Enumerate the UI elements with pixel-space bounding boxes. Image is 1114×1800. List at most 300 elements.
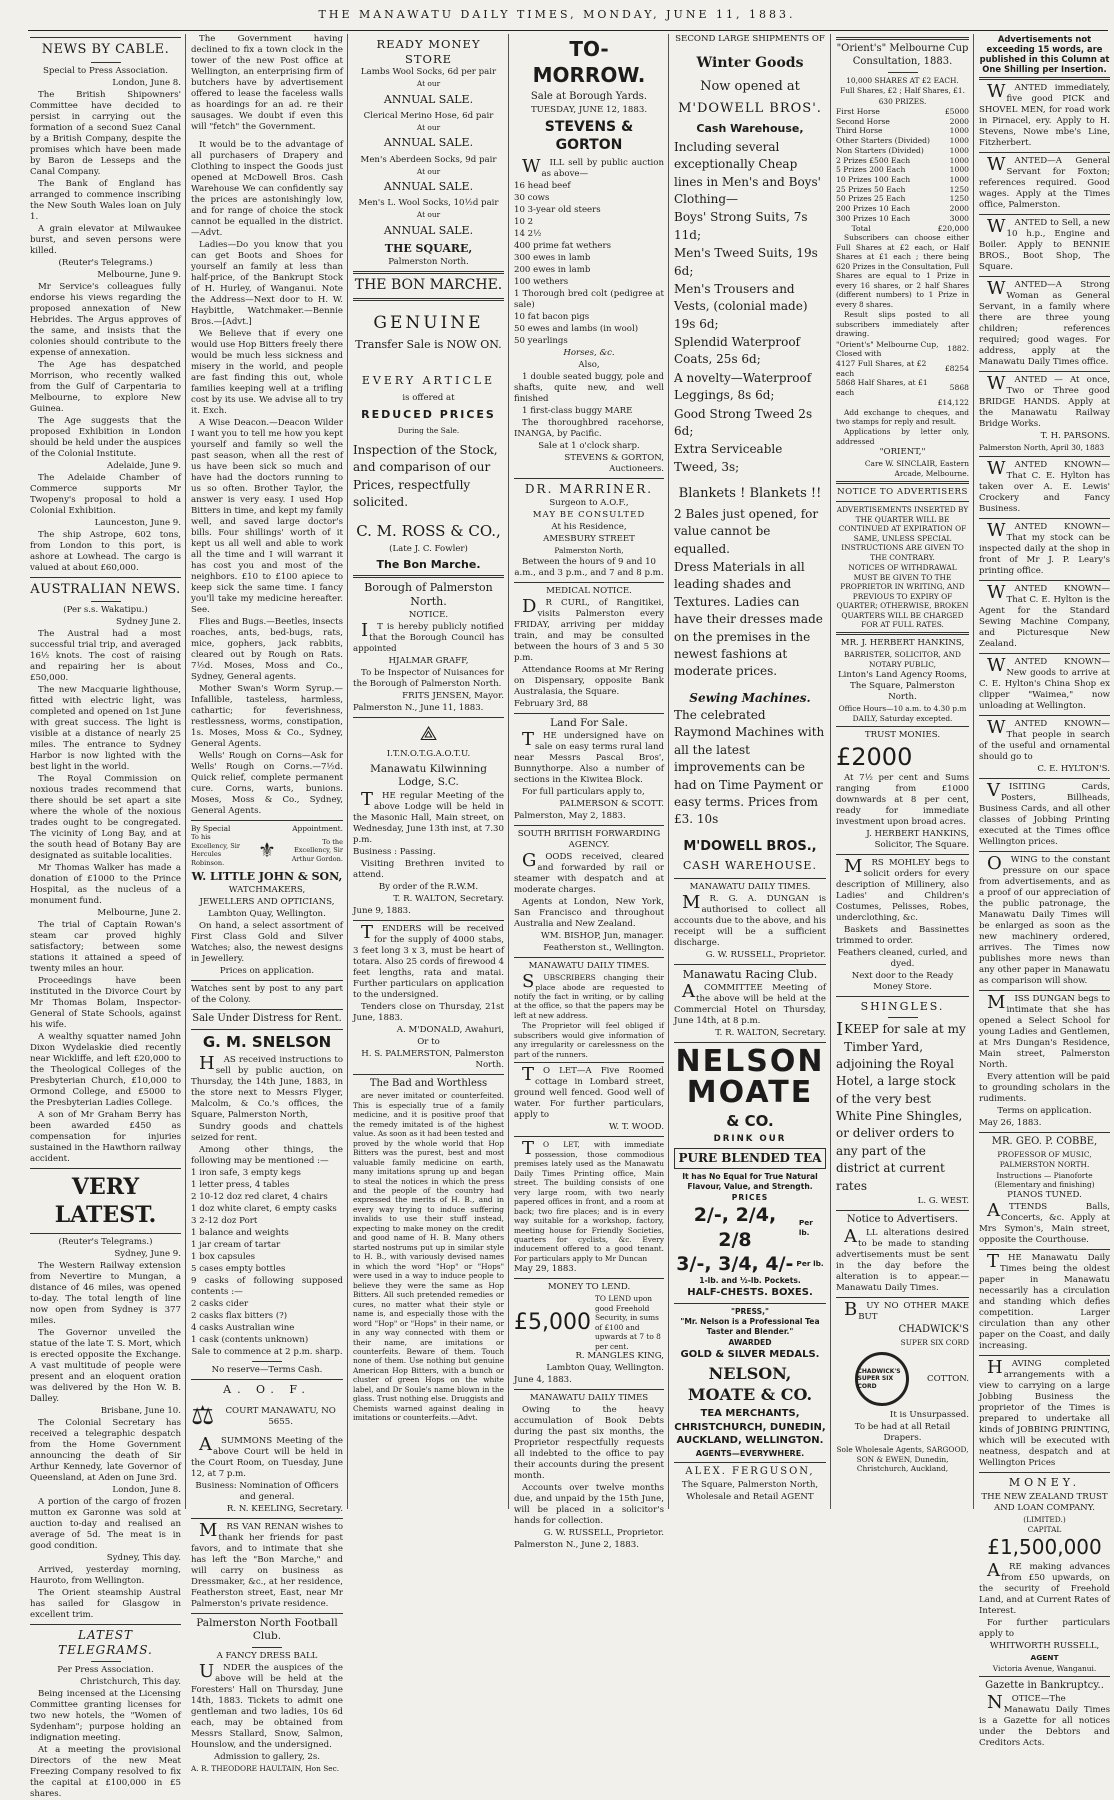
rule [979, 152, 1110, 153]
line: ALEX. FERGUSON, [685, 1466, 815, 1477]
heading-notice-to-advertisers: Notice to Advertisers. [846, 1214, 959, 1226]
column-rule [185, 34, 186, 1509]
dateline: Melbourne, June 2. [97, 908, 181, 919]
line: To be had at all Retail Drapers. [854, 1422, 951, 1444]
line: NOTICE. [408, 610, 449, 621]
price-line-1: 2/-, 2/4, 2/8 [693, 1204, 777, 1251]
list-item: 50 yearlings [514, 335, 568, 346]
list-item: Extra Serviceable Tweed, 3s; [674, 442, 783, 474]
paragraph: ASUMMONS Meeting of the above Court will be held in the Court Room, on Tuesday, June 12, at 7 p.m. [191, 1433, 343, 1479]
rule [30, 577, 181, 578]
heading-tomorrow: TO-MORROW. [532, 37, 646, 87]
line: 630 PRIZES. [878, 96, 927, 106]
heading-mcdowell-bros: M'DOWELL BROS., [683, 838, 817, 854]
table-row [836, 194, 969, 204]
heading-money-to-lend: MONEY TO LEND. [547, 1282, 631, 1293]
line: The Square, Palmerston North, [681, 1479, 819, 1490]
paragraph: The trial of Captain Rowan's steam car proved highly satisfactory; between some stations it attained a speed of twenty miles an hour. [30, 920, 181, 975]
heading-cobbe: MR. GEO. P. COBBE, [991, 1135, 1098, 1147]
heading-ready-money-store: READY MONEY STORE [376, 37, 481, 66]
paragraph: At 7½ per cent and Sums ranging from £1000 downwards at 8 per cent, ready for immediate investment upon broad acres. [836, 773, 969, 828]
rule [191, 1009, 343, 1010]
paragraph: A grain elevator at Milwaukee burst, and seven persons were killed. [30, 223, 181, 256]
paragraph: WANTED KNOWN—That my stock can be inspected daily at the shop in front of Mr J. P. Leary's printing office. [979, 519, 1110, 576]
line: Palmerston North, [554, 546, 624, 556]
line: PIANOS TUNED. [1007, 1190, 1082, 1201]
dateline: Adelaide, June 9. [107, 460, 181, 471]
line: (Late J. C. Fowler) [389, 543, 468, 554]
heading-genuine: GENUINE [373, 312, 484, 333]
paragraph: WILL sell by public auction as above— [522, 155, 664, 179]
sale-items-list [191, 1168, 343, 1346]
rule [353, 1074, 504, 1075]
paragraph: Flies and Bugs.—Beetles, insects roaches, ants, bed-bugs, rats, mice, gophers, jack rabbits, cleared out by Rough on Rats. 7½d. Moses, Moss and Co., Sydney, General agents. [191, 617, 343, 682]
heading-very-latest: VERY LATEST. [54, 1174, 157, 1229]
heading-trust-monies: TRUST MONIES. [864, 730, 941, 741]
signature: T. R. WALTON, Secretary. [393, 893, 504, 904]
paragraph: Baskets and Bassinettes trimmed to order. [836, 925, 969, 947]
line: Terms on application. [997, 1105, 1092, 1116]
list-item: Clerical Merino Hose, 6d pair [363, 110, 494, 121]
column-ads-7 [975, 34, 1114, 1748]
heading-mdt: MANAWATU DAILY TIMES. [528, 961, 650, 972]
paragraph: 1 first-class buggy MARE [522, 405, 633, 416]
annual-sale: ANNUAL SALE. [383, 180, 474, 193]
list-item: 1 iron safe, 3 empty kegs [191, 1168, 301, 1179]
paragraph: WANTED immediately, five good PICK and SHOVEL MEN, for road work in Pirnacel, ery. Apply to H. Stevens, Nowe mbe's Line, Fitzherbert. [979, 81, 1110, 149]
table-cell: 1000 [949, 165, 969, 175]
cup-table [836, 340, 969, 398]
stock-items-list [514, 181, 664, 347]
heading-mdt: MANAWATU DAILY TIMES. [689, 881, 811, 892]
dateline: (Reuter's Telegrams.) [58, 1236, 153, 1247]
sock-items-list [353, 67, 504, 237]
heading-sale-under-distress: Sale Under Distress for Rent. [192, 1013, 342, 1025]
annual-sale: ANNUAL SALE. [383, 92, 474, 106]
paragraph: Feathers cleaned, curled, and dyed. [837, 948, 968, 970]
paragraph: UNDER the auspices of the above will be held at the Foresters' Hall on Thursday, June 14th, 1883. Tickets to admit one gentleman and two ladies, 10s 6d each, may be obtained from Messrs Stallard, Snow, Salmon, Hounslow, and the undersigned. [191, 1660, 343, 1750]
column-rule [830, 34, 831, 1509]
masonic-emblem-icon: ⟁ [419, 721, 438, 746]
paragraph: Arrived, yesterday morning, Hauroto, from Wellington. [30, 1564, 181, 1586]
signature: C. E. HYLTON'S. [1037, 763, 1110, 774]
rule [979, 778, 1110, 779]
table-row [836, 156, 969, 166]
paragraph: MRS MOHLEY begs to solicit orders for every description of Millinery, also Ladies' and Children's Costumes, Pelisses, Robes, underclothing, &c. [836, 856, 969, 924]
rule [353, 717, 504, 718]
to-the: To the Excellency, Sir Arthur Gordon. [291, 837, 343, 863]
paragraph: ACOMMITTEE Meeting of the above will be held at the Commercial Hotel on Thursday, June 14th, at 8 p.m. [674, 980, 826, 1026]
total-value: £20,000 [937, 223, 969, 233]
heading-snelson: G. M. SNELSON [202, 1033, 332, 1052]
line: PRICES [731, 1192, 769, 1202]
paragraph: Result slips posted to all subscribers immediately after drawing. [836, 310, 969, 339]
line: I.T.N.O.T.G.A.O.T.U. [386, 748, 471, 759]
line: By order of the R.W.M. [378, 881, 479, 892]
paragraph: ADVERTISEMENTS INSERTED BY THE QUARTER WILL BE CONTINUED AT EXPIRATION OF SAME, UNLESS SPECIAL INSTRUCTIONS ARE GIVEN TO THE CONTRARY. [836, 505, 969, 562]
rule [30, 37, 181, 38]
paragraph: The Orient steamship Austral has sailed for Glasgow in excellent trim. [30, 1587, 181, 1620]
list-item: 4 casks Australian wine [191, 1323, 295, 1334]
rule [979, 715, 1110, 716]
rule [514, 1136, 664, 1137]
paragraph: A portion of the cargo of frozen mutton ex Garonne was sold at auction to-day and realised an average of 5d. The meat is in good condition. [30, 1496, 181, 1551]
line: CAPITAL [1027, 1525, 1062, 1534]
rule [979, 1472, 1110, 1473]
list-item: 1 jar cream of tartar [191, 1240, 281, 1251]
table-cell: First Horse [836, 107, 880, 116]
line: EVERY ARTICLE [361, 374, 496, 388]
column-rule [347, 34, 348, 1509]
heading-borough: Borough of Palmerston North. [364, 580, 493, 608]
rule [191, 1379, 343, 1380]
rule [979, 1132, 1110, 1133]
heading-marriner: DR. MARRINER. [524, 481, 654, 496]
paragraph: OWING to the constant pressure on our space from advertisements, and as a proof of our appreciation of the public patronage, the Manawatu Daily Times will be enlarged as soon as the new machinery ordered, arrives. The Times now publishes more news than any other paper in Manawatu as comparison will show. [979, 852, 1110, 986]
paragraph: We Believe that if every one would use Hop Bitters freely there would be much less sickness and misery in the world, and people are fast finding this out, whole families keeping well at a trifling cost by its use. We advise all to try it. Exch. [191, 329, 343, 416]
at-our: At our [416, 79, 441, 89]
line: AGENTS—EVERYWHERE. [695, 1448, 805, 1458]
paragraph: MISS DUNGAN begs to intimate that she has opened a Select School for young Ladies and Gentlemen, at Mrs Dungan's Residence, Main street, Palmerston North. [979, 991, 1110, 1070]
list-item: 14 2½ [514, 228, 542, 239]
table-cell: 5 Prizes 200 Each [836, 165, 906, 175]
rule [514, 713, 664, 714]
trust-row [836, 742, 969, 773]
line: JEWELLERS AND OPTICIANS, [199, 897, 335, 908]
line: BARRISTER, SOLICITOR, AND NOTARY PUBLIC, [844, 650, 961, 669]
line: Sale to commence at 2 p.m. sharp. [191, 1347, 343, 1358]
rule [979, 990, 1110, 991]
rule [836, 632, 969, 635]
paragraph: A son of Mr Graham Berry has been awarded £450 as compensation for injuries sustained in the Hawthorn railway accident. [30, 1110, 181, 1165]
rule [674, 1462, 826, 1463]
paragraph: IKEEP for sale at my Timber Yard, adjoining the Royal Hotel, a large stock of the very best White Pine Shingles, or deliver orders to any part of the district at current rates [836, 1019, 966, 1193]
list-item: 200 ewes in lamb [514, 264, 591, 275]
rule [514, 1389, 664, 1390]
heading-the-square: THE SQUARE, [384, 241, 473, 255]
prize-table [836, 107, 969, 224]
paragraph: WANTED — At once, Two or Three good BRIDGE HANDS. Apply at the Manawatu Railway Bridge Works. [979, 373, 1110, 430]
line: Sale at Borough Yards. [530, 91, 648, 103]
loan-terms: TO LEND upon good Freehold Security, in sums of £100 and upwards at 7 to 8 per cent. [594, 1294, 661, 1351]
signature: PALMERSON & SCOTT. [559, 799, 664, 810]
dateline: Brisbane, June 10. [100, 1405, 181, 1416]
line: THE NEW ZEALAND TRUST AND LOAN COMPANY. [981, 1491, 1108, 1513]
paragraph: NOTICES OF WITHDRAWAL MUST BE GIVEN TO THE PROPRIETOR IN WRITING, AND PREVIOUS TO EXPIRY OF QUARTER; OTHERWISE, BROKEN QUARTERS WILL BE CHARGED FOR AT FULL RATES. [836, 563, 969, 629]
rule [836, 37, 969, 40]
paragraph: Tenders close on Thursday, 21st June, 1883. [353, 1001, 504, 1023]
line: Horses, &c. [563, 347, 615, 358]
line: Lambton Quay, Wellington. [208, 909, 326, 920]
date: Palmerston North, April 30, 1883 [979, 443, 1105, 453]
paragraph: The Royal Commission on noxious trades recommend that there should be set apart a site where the whole of the noxious trades ought to be congregated. The vicinity of Long Bay, and at the south head of Botany Bay are designated as suitable localities. [30, 774, 181, 862]
paragraph: Among other things, the following may be mentioned :— [191, 1145, 343, 1167]
paragraph: Next door to the Ready Money Store. [851, 971, 954, 993]
table-cell: 1000 [949, 126, 969, 136]
table-cell: 1250 [949, 194, 969, 204]
date: May 26, 1883. [979, 1117, 1042, 1128]
rule [514, 582, 664, 583]
date: June 4, 1883. [514, 1375, 572, 1386]
paragraph: WANTED KNOWN—That C. E. Hylton is the Agent for the Standard Sewing Machine Company, and Picturesque New Zealand. [979, 581, 1110, 649]
rule [979, 580, 1110, 581]
table-row [836, 107, 969, 117]
signature: J. HERBERT HANKINS, Solicitor, The Square. [866, 829, 969, 851]
column-locals [187, 34, 347, 1773]
dateline: Per Press Association. [57, 1665, 154, 1676]
paragraph: The thoroughbred racehorse, INANGA, by Pacific. [514, 417, 664, 439]
heading-stevens-gorton: STEVENS & GORTON [544, 118, 634, 153]
paragraph: IT is hereby publicly notified that the Borough Council has appointed [353, 620, 504, 655]
table-row [836, 340, 969, 359]
price-row [674, 1252, 826, 1276]
paragraph: The Government having declined to fix a town clock in the tower of the new Post office at Wellington, an enterprising firm of butchers have by advertisement offered to lease the faceless walls as hoardings for an ad. re their sausages. We doubt if even this will "fetch" the Government. [191, 34, 343, 132]
signature: W. T. WOOD. [609, 1122, 664, 1133]
paragraph: Mr Thomas Walker has made a donation of £1000 to the Prince Hospital, as the nucleus of a monument fund. [30, 863, 181, 907]
list-item: 10 fat bacon pigs [514, 311, 590, 322]
trust-amount: £2000 [836, 743, 913, 772]
signature: L. G. WEST. [917, 1196, 969, 1207]
rule [353, 271, 504, 274]
paragraph: Attendance Rooms at Mr Rering on Dispensary, opposite Bank Australasia, the Square. [514, 664, 664, 697]
heading-sewing-machines: Sewing Machines. [689, 690, 811, 705]
heading-blankets: Blankets ! Blankets !! [678, 486, 822, 502]
dateline: Sydney June 2. [116, 617, 181, 628]
table-cell: 1000 [949, 136, 969, 146]
paragraph: Accounts over twelve months due, and unpaid by the 15th June, will be placed in a solicitor's hands for collection. [514, 1483, 664, 1527]
table-cell: Third Horse [836, 126, 883, 136]
heading-aof: A. O. F. [223, 1383, 311, 1397]
annual-sale: ANNUAL SALE. [383, 223, 474, 237]
table-row [836, 398, 969, 408]
paragraph: The Age has despatched Morrison, who recently walked from the Gulf of Carpentaria to Melbourne, to explore New Guinea. [30, 359, 181, 414]
list-item: 9 casks of following supposed contents :— [191, 1276, 343, 1298]
rule [514, 1062, 664, 1063]
line: GOLD & SILVER MEDALS. [680, 1348, 820, 1360]
rule [353, 920, 504, 921]
paragraph: WANTED KNOWN—That people in search of the useful and ornamental should go to [979, 716, 1110, 762]
line: Prices on application. [219, 966, 315, 977]
line: Sale at 1 o'clock sharp. [538, 440, 640, 451]
paragraph: ATTENDS Balls, Concerts, &c. Apply at Mrs Symon's, Main street, opposite the Courthouse. [979, 1200, 1110, 1246]
signature: G. W. RUSSELL, Proprietor. [543, 1528, 664, 1539]
line: Between the hours of 9 and 10 a.m., and 3 p.m., and 7 and 8 p.m. [514, 556, 664, 578]
paragraph: DR CURL, of Rangitikei, visits Palmerston every FRIDAY, arriving per midday train, and may be consulted between the hours of 3 and 5 30 p.m. [514, 595, 664, 663]
heading-news-by-cable: NEWS BY CABLE. [41, 42, 170, 57]
dateline: Special to Press Association. [42, 65, 169, 76]
rule [252, 1361, 282, 1362]
table-row [836, 214, 969, 224]
rule [836, 996, 969, 997]
column-ads-3 [349, 34, 508, 1511]
line: HJALMAR GRAFF, [388, 656, 469, 667]
line: Surgeon to A.O.F., [549, 498, 629, 509]
paragraph: ARE making advances from £50 upwards, on the security of Freehold Land, and at Current Rates of Interest. [979, 1560, 1110, 1617]
line: PROFESSOR OF MUSIC, [997, 1149, 1092, 1159]
line: AGENT [1030, 1653, 1059, 1663]
total-label: Total [851, 223, 871, 233]
signature: Featherston st., Wellington. [543, 943, 664, 954]
line: A FANCY DRESS BALL [216, 1650, 318, 1661]
rule [888, 1017, 918, 1018]
rule [30, 1233, 181, 1234]
heading-money: MONEY. [1008, 1476, 1081, 1490]
paragraph: Visiting Brethren invited to attend. [353, 858, 504, 880]
line: Business : Passing. [353, 846, 436, 857]
table-cell: £8254 [944, 363, 969, 373]
line: SUPER SIX CORD [900, 1337, 969, 1347]
court-title: COURT MANAWATU, NO 5655. [225, 1405, 336, 1427]
rule [674, 1303, 826, 1304]
heading-moate: MOATE [686, 1075, 814, 1111]
paragraph: Proceedings have been instituted in the Divorce Court by Mr Thomas Bolam, Inspector-General of State Schools, against his wife. [30, 976, 181, 1031]
dateline: Launceston, June 9. [94, 517, 181, 528]
line: "PRESS," [731, 1306, 769, 1316]
signature: H. S. PALMERSTON, Palmerston North. [361, 1048, 504, 1070]
heading-football-club: Palmerston North Football Club. [196, 1616, 338, 1643]
rule [514, 478, 664, 479]
paragraph: ALL alterations desired to be made to standing advertisements must be sent in the day before the alteration is to appear.—Manawatu Daily Times. [836, 1225, 969, 1293]
line: SECOND LARGE SHIPMENTS OF [675, 34, 825, 44]
to-his: To his Excellency, Sir Hercules Robinson. [191, 833, 241, 867]
list-item: 3 2-12 doz Port [191, 1216, 258, 1227]
paragraph: THE undersigned have on sale on easy terms rural land near Messrs Pascal Bros', Bunnythorpe. Also a number of sections in the Kiwitea Block. [514, 729, 664, 786]
paragraph: The Governor unveiled the statue of the late T. S. Mort, which is erected opposite the Exchange. A vast multitude of people were present and an eloquent oration was delivered by the Hon W. B. Dalley. [30, 1327, 181, 1404]
table-cell: 200 Prizes 10 Each [836, 204, 911, 214]
list-item: 1 Thorough bred colt (pedigree at sale) [514, 288, 664, 310]
list-item: 2 casks flax bitters (?) [191, 1311, 288, 1322]
signature: T. R. WALTON, Secretary. [715, 1027, 826, 1038]
line: Wholesale and Retail AGENT [686, 1491, 814, 1502]
court-row [191, 1398, 343, 1435]
heading-bad-worthless: The Bad and Worthless [369, 1077, 488, 1089]
paragraph: The celebrated Raymond Machines with all the latest improvements can be had on Time Payment or easy terms. Prices from £3. 10s [674, 708, 825, 827]
at-our: At our [416, 166, 441, 176]
signature: T. H. PARSONS. [1040, 431, 1110, 442]
list-item: Boys' Strong Suits, 7s 11d; [674, 210, 808, 242]
dateline: London, June 8. [112, 1484, 181, 1495]
heading-co: & CO. [726, 1111, 774, 1130]
paragraph: The British Shipowners' Committee have decided to persist in carrying out the formation of a second Suez Canal by a British Company, despite the promises which have been made by Baron de Lesseps and the Canal Company. [30, 89, 181, 177]
rule [191, 1613, 343, 1614]
table-row [836, 126, 969, 136]
heading-mdt-2: MANAWATU DAILY TIMES [529, 1393, 649, 1404]
signature: R. N. KEELING, Secretary. [226, 1503, 343, 1514]
table-row [836, 117, 969, 127]
rule [674, 964, 826, 965]
table-cell: Second Horse [836, 116, 890, 126]
paragraph: TO LET, with immediate possession, those commodious premises lately used as the Manawatu Daily Times Printing office, Main street. The building consists of one very large room, with two nearly papered offices in front, and a room at back; two fire places; and is in every way suitable for a workshop, factory, meeting house for Friendly Societies, quarters for cyclists, &c. Every inducement offered to a good tenant. For particulars apply to Mr Duncan [514, 1138, 664, 1263]
date: Palmerston N., June 2, 1883. [514, 1540, 639, 1551]
rule [979, 456, 1110, 457]
rule [191, 1029, 343, 1030]
heading-winter-goods: Winter Goods [696, 55, 804, 71]
line: Or to [417, 1036, 440, 1047]
dateline: Sydney, This day. [106, 1552, 181, 1563]
signature: A. M'DONALD, Awahuri, [396, 1024, 504, 1035]
pure-blended-tea-banner: PURE BLENDED TEA [674, 1148, 826, 1169]
line: Admission to gallery, 2s. [213, 1751, 321, 1762]
table-row [836, 359, 969, 378]
list-item: 1 box capsules [191, 1252, 256, 1263]
rule [836, 726, 969, 727]
paragraph: For further particulars apply to [979, 1618, 1110, 1640]
signature: FRITS JENSEN, Mayor. [402, 691, 504, 702]
line: DRINK OUR [713, 1133, 787, 1144]
line: 10,000 SHARES AT £2 EACH. [846, 75, 959, 85]
signature: A. R. THEODORE HAULTAIN, Hon Sec. [191, 1763, 340, 1773]
line: Cash Warehouse, [696, 122, 804, 136]
paragraph: Add exchange to cheques, and two stamps for reply and result. [836, 407, 969, 426]
signature: G. W. RUSSELL, Proprietor. [705, 949, 826, 960]
dateline: (Per s.s. Wakatipu.) [63, 605, 148, 616]
list-item: 2 casks cider [191, 1299, 249, 1310]
heading-lodge: Manawatu Kilwinning Lodge, S.C. [370, 762, 487, 789]
line: AWARDED [728, 1337, 772, 1347]
date: Palmerston N., June 11, 1883. [353, 703, 484, 714]
rule [979, 653, 1110, 654]
column-ads-4 [510, 34, 668, 1551]
paragraph: 1 double seated buggy, pole and shafts, quite new, and well finished [514, 371, 664, 404]
line: Watches sent by post to any part of the Colony. [191, 984, 343, 1006]
paragraph: are never imitated or counterfeited. This is especially true of a family medicine, and it is positive proof that the remedy imitated is of the highest value. As soon as it had been tested and proved by the whole world that Hop Bitters was the purest, best and most valuable family medicine on earth, many imitations sprung up and began to steal the notices in which the press and the people of the country had expressed the merits of H. B., and in every way trying to induce suffering invalids to use their stuff instead, expecting to make money on the credit and good name of H. B. Many others started nostrums put up in similar style to H. B., with variously devised names in which the word "Hop" or "Hops" were used in a way to induce people to believe they were the same as Hop Bitters. All such pretended remedies or cures, no matter what their style or name is, and especially those with the word "Hop" or "Hops" in their name, or in any way connected with them or their name, are imitations or counterfeits. Beware of them. Touch none of them. Use nothing but genuine American Hop Bitters, with a bunch or cluster of green Hops on the white label, and Dr Soule's name blown in the glass. Trust nothing else. Druggists and Chemists warned against dealing in imitations or counterfeits.—Advt. [353, 1091, 504, 1423]
paragraph: WANTED—A General Servant for Foxton; references required. Good wages. Apply at the Times office, Palmerston. [979, 154, 1110, 211]
dateline: Sydney, June 9. [114, 1248, 181, 1259]
paragraph: On hand, a select assortment of First Class Gold and Silver Watches; also, the newest designs in Jewellery. [191, 921, 343, 965]
table-row [836, 224, 969, 234]
column-ads-6 [832, 34, 973, 1511]
line: It is Unsurpassed. [889, 1410, 969, 1421]
line: CHRISTCHURCH, DUNEDIN, AUCKLAND, WELLINGTON. [674, 1422, 826, 1446]
list-item: 10 3-year old steers [514, 204, 601, 215]
annual-sale: ANNUAL SALE. [383, 136, 474, 150]
table-cell: 25 Prizes 50 Each [836, 184, 906, 194]
paragraph: HAVING completed arrangements with a view to carrying on a large Jobbing Business the proprietor of the Times is prepared to undertake all kinds of JOBBING PRINTING, which will be executed with neatness, despatch and at Wellington Prices [979, 1357, 1110, 1469]
rule [836, 1210, 969, 1211]
paragraph: SUBSCRIBERS changing their place abode are requested to notify the fact in writing, or by calling at the office, so that the papers may be left at new address. [514, 971, 664, 1020]
rule [191, 1518, 343, 1519]
paragraph: The Adelaide Chamber of Commerce supports Mr Twopeny's proposal to hold a Colonial Exhibition. [30, 472, 181, 516]
column-rule [508, 34, 509, 1509]
rule [979, 371, 1110, 372]
line: CASH WAREHOUSE. [683, 859, 817, 873]
cotton: COTTON. [927, 1373, 969, 1384]
table-row [836, 165, 969, 175]
list-item: 400 prime fat wethers [514, 240, 611, 251]
paragraph: The Age suggests that the proposed Exhibition in London should be held under the auspices of the Colonial Institute. [30, 415, 181, 459]
list-item: 1 balance and weights [191, 1228, 289, 1239]
table-row [836, 136, 969, 146]
date: June 9, 1883. [353, 905, 411, 916]
line: MAY BE CONSULTED [532, 510, 646, 521]
paragraph: Being incensed at the Licensing Committee granting licenses for two new hotels, the "Women of Sydenham"; purpose holding an indignation meeting. [30, 1689, 181, 1744]
column-news [26, 34, 185, 1800]
paragraph: Dress Materials in all leading shades and Textures. Ladies can have their dresses made on the premises in the newest fashions at moderate prices. [674, 560, 823, 679]
paragraph: The Western Railway extension from Nevertire to Mungan, a distance of 46 miles, was opened to-day. The total length of line now open from Sydney is 377 miles. [30, 1260, 181, 1326]
heading-bon-marche: THE BON MARCHE. [354, 276, 503, 293]
paragraph: Sundry goods and chattels seized for rent. [191, 1122, 343, 1144]
list-item: 100 wethers [514, 276, 569, 287]
paragraph: WANTED to Sell, a new 10 h.p., Engine and Boiler. Apply to BENNIE BROS., Boot Shop, The Square. [979, 216, 1110, 273]
paragraph: It would be to the advantage of all purchasers of Drapery and Clothing to inspect the Goods just opened at McDowell Bros. Cash Warehouse We can confidently say the prices are astonishingly low, and for range of choice the stock cannot be equalled in the district.—Advt. [191, 140, 343, 238]
heading-shingles: SHINGLES. [860, 1000, 945, 1014]
table-cell: 1250 [949, 184, 969, 194]
dateline: Melbourne, June 9. [97, 269, 181, 280]
heading-bon-marche-2: The Bon Marche. [376, 557, 481, 571]
paragraph: A Wise Deacon.—Deacon Wilder I want you to tell me how you kept yourself and family so well the past season, when all the rest of us have been sick so much and have had the doctors running to us so often. Brother Taylor, the answer is very easy. I used Hop Bitters in time, and kept my family well, and saved large doctor's bills. Four shillings' worth of it kept us all well and able to work all the time and I will warrant it has cost you and most of the neighbors. £10 to £100 apiece to keep sick the same time. I fancy you'll take my medicine hereafter. See. [191, 418, 343, 615]
signature: STEVENS & GORTON, Auctioneers. [564, 452, 664, 474]
list-item: A novelty—Waterproof Leggings, 8s 6d; [674, 370, 812, 403]
